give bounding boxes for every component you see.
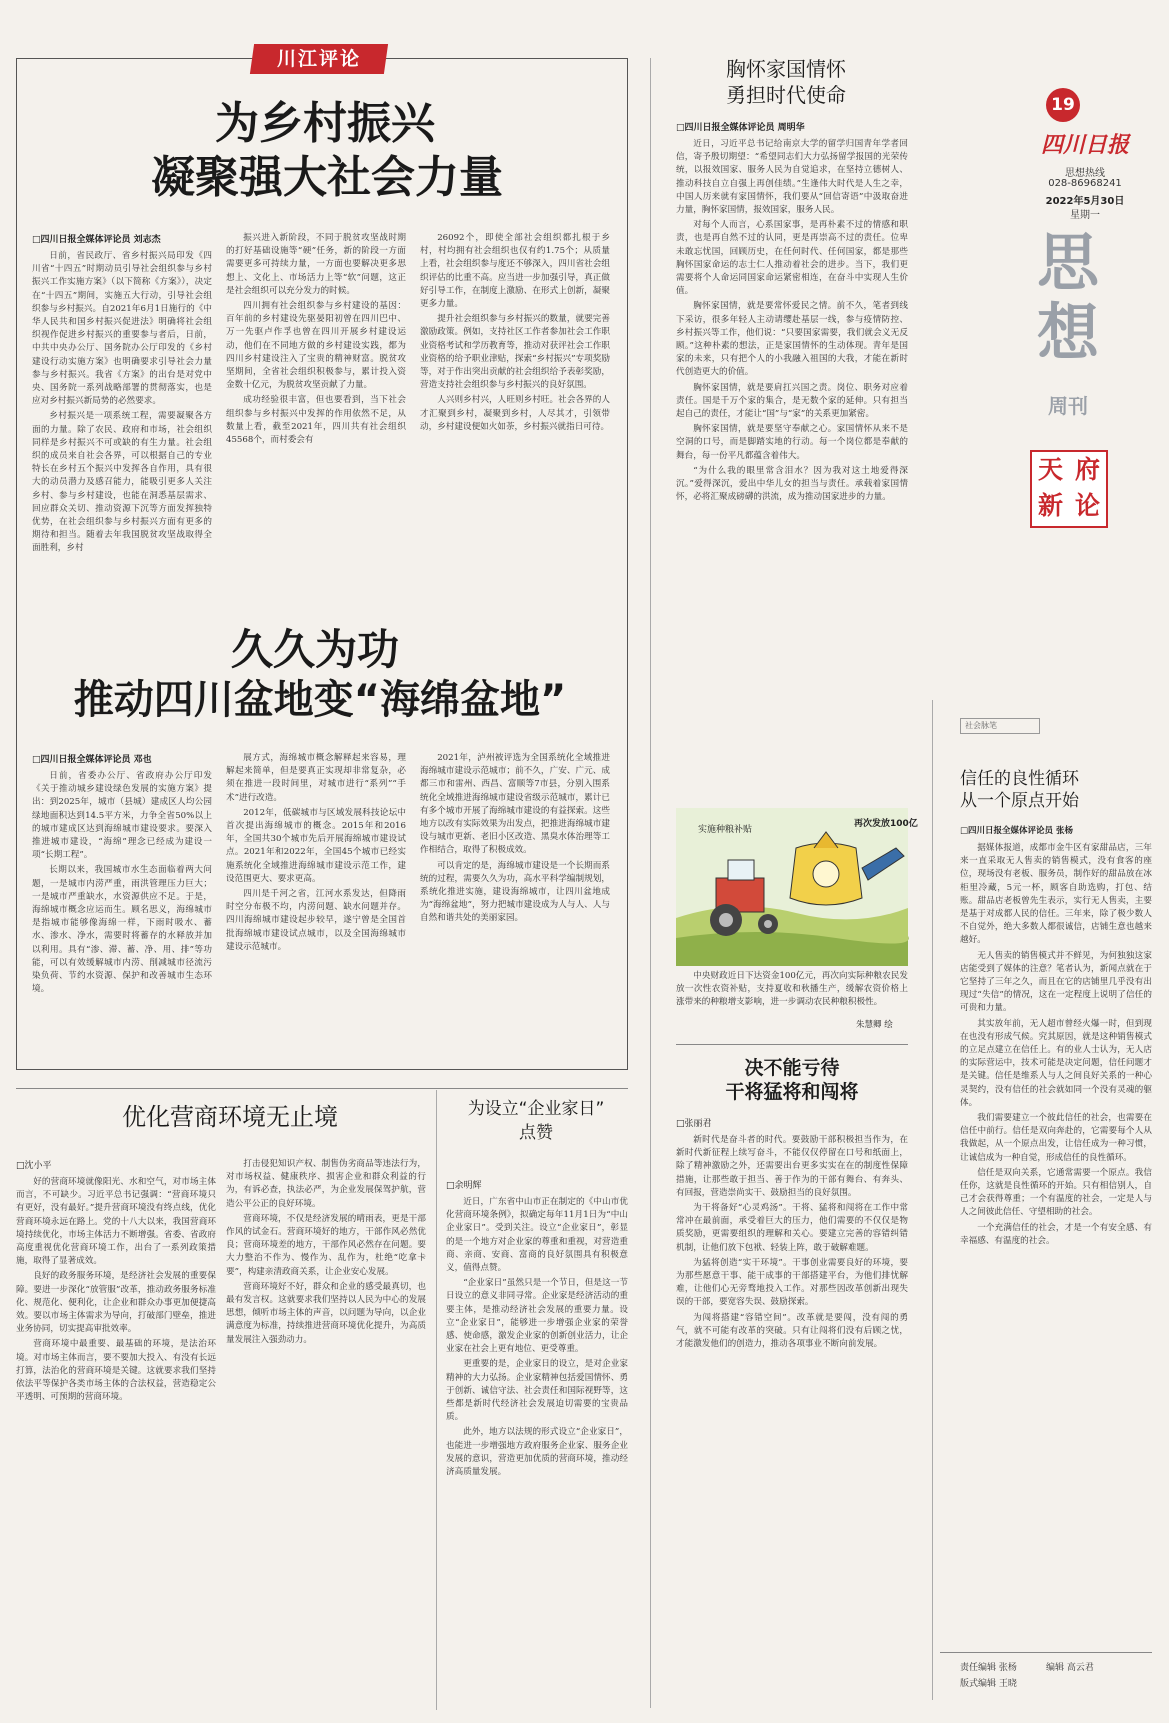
issue-date: 2022年5月30日 <box>1045 196 1125 207</box>
article1-column3: 26092个，即使全部社会组织都扎根于乡村，村均拥有社会组织也仅有约1.75个；从质量上看，社会组织参与度还不够深入，四川省社会组织评估的比重不高。应当进一步加强引导，真正做好引导工作，在制度上激励、在形式上创新，凝聚更多力量。 提升社会组织参与乡村振兴的数量，就要完善激励政策。例如，支持社区工作者参加社会工作职业资格考试和学历教育等，推动对获评社会工作职业资格的给予职业津贴，探索“乡村振兴”专项奖励等，对于作出突出贡献的社会组织给予表彰奖励，营造支持社会组织参与乡村振兴的良好氛围。 人兴则乡村兴，人旺则乡村旺。社会各界的人才汇聚到乡村，凝聚到乡村，人尽其才，引领带动，乡村建设便如火如荼，乡村振兴就指日可待。 <box>420 233 610 432</box>
article2-title-line2: 推动四川盆地变“海绵盆地” <box>73 677 567 723</box>
column-separator-3 <box>436 1090 437 1710</box>
editor-credit-2: 编辑 高云君 <box>1046 1663 1094 1673</box>
article4-title-line1: 信任的良性循环 <box>960 769 1079 789</box>
cartoon-author: 朱慧卿 绘 <box>856 1020 893 1030</box>
article5-column2: 打击侵犯知识产权、制售伪劣商品等违法行为，对市场权益、健康秩序、损害企业和群众利益的行为，有诉必查，执法必严，为企业发展保驾护航，营造公平公正的良好环境。 营商环境，不仅是经济发展的晴雨表，更是干部作风的试金石。营商环境好的地方，干部作风必然优良；营商环境差的地方，干部作风必然存在问题。要大力整治不作为、慢作为、乱作为，杜绝“吃拿卡要”，构建亲清政商关系，让企业安心发展。 营商环境好不好，群众和企业的感受最真切，也最有发言权。这就要求我们坚持以人民为中心的发展思想，倾听市场主体的声音，以问题为导向，以企业满意度为标准，持续推进营商环境优化提升，为高质量发展注入强劲动力。 <box>226 1159 426 1345</box>
page-number-badge: 19 <box>1046 88 1080 122</box>
article2-column2: 展方式，海绵城市概念解释起来容易，理解起来简单，但是要真正实现却非常复杂，必须在推进一段时间里，对城市进行“系列”“手术”进行改造。 2012年，低碳城市与区域发展科技论坛中首次提出海绵城市的概念。2015年和2016年，全国共30个城市先后开展海绵城市建设试点。2021年和2022年，全国45个城市已经实施系统化全域推进海绵城市建设示范工作，建设范围更大、要求更高。 四川是千河之省，江河水系发达，但降雨时空分布极不均，内涝问题、缺水问题并存。四川海绵城市建设起步较早，遂宁曾是全国首批海绵城市建设试点城市，以及全国海绵城市建设示范城市。 <box>226 753 406 952</box>
column-separator-1 <box>650 58 651 1708</box>
article7-title-line2: 干将猛将和闯将 <box>725 1081 859 1103</box>
hotline-number: 028-86968241 <box>1048 178 1122 189</box>
cartoon-caption: 中央财政近日下达资金100亿元，再次向实际种粮农民发放一次性农资补贴，支持夏收和秋播生产，缓解农资价格上涨带来的种粮增支影响，进一步调动农民种粮积极性。 <box>676 971 908 1008</box>
article1-title-line2: 凝聚强大社会力量 <box>151 152 503 203</box>
column-separator-2 <box>932 700 933 1700</box>
article3-byline: □四川日报全媒体评论员 周明华 <box>676 123 805 133</box>
section-title-char1: 思 <box>1036 226 1099 299</box>
article7-title-line1: 决不能亏待 <box>744 1057 840 1079</box>
paper-name: 四川日报 <box>1040 132 1129 158</box>
article2-column1: 日前，省委办公厅、省政府办公厅印发《关于推动城乡建设绿色发展的实施方案》提出：到2025年，城市（县城）建成区人均公园绿地面积达到14.5平方米，力争全省50%以上的城市建成区达到海绵城市建设要求。要深入推进城市建设，“海绵”理念已经成为建设一项“长期工程”。 长期以来，我国城市水生态面临着两大问题，一是城市内涝严重，雨洪管理压力巨大；一是城市严重缺水，水资源供应不足。于是，海绵城市概念应运而生。顾名思义，海绵城市是指城市能够像海绵一样，下雨时吸水、蓄水、渗水、净水，需要时将蓄存的水释放并加以利用。具有“渗、滞、蓄、净、用、排”等功能，可以有效缓解城市内涝、削减城市径流污染负荷、节约水资源、保护和改善城市生态环境。 <box>32 771 212 995</box>
article4-column-tag: 社会脉笔 <box>960 718 1040 734</box>
tianfu-xinlun-stamp: 天 府 新 论 <box>1030 450 1108 528</box>
article6-body: 近日，广东省中山市正在制定的《中山市优化营商环境条例》，拟确定每年11月1日为“中山企业家日”。受到关注。设立“企业家日”，彰显的是一个地方对企业家的尊重和重视，对营造重商、亲商、安商、富商的良好氛围具有积极意义，值得点赞。 “企业家日”虽然只是一个节日，但是这一节日设立的意义非同寻常。企业家是经济活动的重要主体，是推动经济社会发展的重要力量。设立“企业家日”，能够进一步增强企业家的荣誉感、使命感，激发企业家的创新创业活力，让企业家在社会上更有地位、更受尊重。 更重要的是，企业家日的设立，是对企业家精神的大力弘扬。企业家精神包括爱国情怀、勇于创新、诚信守法、社会责任和国际视野等，这些都是新时代经济社会发展迫切需要的宝贵品质。 此外，地方以法规的形式设立“企业家日”，也能进一步增强地方政府服务企业家、服务企业发展的意识，营造更加优质的营商环境，推动经济高质量发展。 <box>446 1197 628 1478</box>
article4-byline: □四川日报全媒体评论员 张杨 <box>960 826 1073 836</box>
article5-title: 优化营商环境无止境 <box>122 1103 338 1131</box>
article6-title-line1: 为设立“企业家日” <box>467 1099 605 1119</box>
article1-column1: 日前，省民政厅、省乡村振兴局印发《四川省“十四五”时期动员引导社会组织参与乡村振兴工作实施方案》（以下简称《方案》），决定在“十四五”期间，实施五大行动，引导社会组织参与乡村振兴。自2021年6月1日施行的《中华人民共和国乡村振兴促进法》明确将社会组织视作促进乡村振兴的重要参与者后，日前，中共中央办公厅、国务院办公厅印发的《乡村建设行动实施方案》也明确要求引导社会力量参与乡村振兴。我省《方案》的出台是对党中央、国务院一系列战略部署的贯彻落实，也是应对乡村振兴新局势的必然要求。 乡村振兴是一项系统工程，需要凝聚各方面的力量。除了农民、政府和市场，社会组织同样是乡村振兴不可或缺的有生力量。社会组织的成员来自社会各界，可以根据自己的专业特长在乡村五个振兴中发挥各自作用，具有很大的动员潜力及感召能力，能吸引更多人关注乡村、参与乡村建设，也能在洞悉基层需求、回应群众关切、推动资源下沉等方面发挥独特优势，在社会组织参与乡村振兴方面有更多的期待和担当。随着去年我国脱贫攻坚战取得全面胜利，乡村 <box>32 251 212 554</box>
article6-byline: □余明辉 <box>446 1181 482 1191</box>
article7-body: 新时代是奋斗者的时代。要鼓励干部积极担当作为，在新时代新征程上续写奋斗，不能仅仅停留在口号和纸面上，除了精神激励之外，还需要出台更多实实在在的制度性保障措施，让那些敢于担当、善于作为的干部有舞台、有奔头、有回报，营造崇尚实干、鼓励担当的良好氛围。 为干将备好“心灵鸡汤”。干将、猛将和闯将在工作中常常冲在最前面，承受着巨大的压力，他们需要的不仅仅是物质奖励，更需要组织的理解和关心。要建立完善的容错纠错机制，让他们放下包袱、轻装上阵，敢于破解难题。 为猛将创造“实干环境”。干事创业需要良好的环境，要为那些愿意干事、能干成事的干部搭建平台，为他们排忧解难，让他们心无旁骛地投入工作。对那些因改革创新出现失误的干部，要宽容失误、鼓励探索。 为闯将搭建“容错空间”。改革就是要闯，没有闯的勇气，就不可能有改革的突破。只有让闯将们没有后顾之忧，才能激发他们的创造力，推动各项事业不断向前发展。 <box>676 1135 908 1350</box>
article1-byline: □四川日报全媒体评论员 刘志杰 <box>32 235 161 245</box>
article3-title-line1: 胸怀家国情怀 <box>726 57 846 81</box>
article3-title-line2: 勇担时代使命 <box>726 83 846 107</box>
section-subtitle: 周刊 <box>1048 394 1088 418</box>
article4-body: 据媒体报道，成都市金牛区有家甜品店，三年来一直采取无人售卖的销售模式，没有食客的座位，现场没有老板、服务员，制作好的甜品放在冰柜里冷藏，5元一杯，顾客自助选购，打包、结账。甜品店老板曾先生表示，实行无人售卖，主要是基于对成都人民的信任。三年来，除了极少数人不自觉外，绝大多数人都很诚信，店铺生意也越来越好。 无人售卖的销售模式并不鲜见，为何独独这家店能受到了媒体的注意？笔者认为，新闻点就在于它坚持了三年之久，而且在它的店铺里几乎没有出现过“失信”的情况，这在一定程度上说明了信任的可贵和力量。 其实放年前，无人超市曾经火爆一时，但到现在也没有形成气候。究其原因，就是这种销售模式的立足点建立在信任上。有的业人士认为，无人店的实际营运中，技术可能是决定问题，信任问题才是关键。信任是维系人与人之间良好关系的一种心灵契约，没有信任的社会就如同一个没有灵魂的躯体。 我们需要建立一个彼此信任的社会，也需要在信任中前行。信任是双向奔赴的，它需要每个人从我做起，从一个原点出发，让信任成为一种习惯，让诚信成为一种自觉，形成信任的良性循环。 信任是双向关系，它通常需要一个原点。我信任你，这就是良性循环的开始。只有相信别人，自己才会获得尊重；一个有温度的社会，一定是人与人之间彼此信任、守望相助的社会。 一个充满信任的社会，才是一个有安全感、有幸福感、有温度的社会。 <box>960 843 1152 1246</box>
row-separator <box>16 1088 628 1089</box>
cartoon-label-subsidy: 实施种粮补贴 <box>698 825 753 835</box>
editor-credit-1: 责任编辑 张杨 <box>960 1663 1017 1673</box>
footer-divider <box>940 1652 1152 1653</box>
article6-title-line2: 点赞 <box>519 1123 553 1143</box>
editorial-cartoon <box>676 808 918 966</box>
issue-weekday: 星期一 <box>1070 210 1100 221</box>
column-badge: 川江评论 <box>250 44 388 74</box>
article2-column3: 2021年，泸州被评选为全国系统化全域推进海绵城市建设示范城市；前不久，广安、广元、成都三市和雷州、西昌、富顺等7市县，分别入围系统化全域推进海绵城市建设省级示范城市，累计已有多个城市开展了海绵城市建设的有益探索。这些地方以改有实际效果为出发点，把推进海绵城市建设与城市更新、老旧小区改造、黑臭水体治理等工作相结合，取得了积极成效。 可以肯定的是，海绵城市建设是一个长期而系统的过程，需要久久为功，高水平科学编制规划，系统化推进实施，建设海绵城市，让四川盆地成为“海绵盆地”，努力把城市建设成为人与人、人与自然和谐共处的美丽家园。 <box>420 753 610 924</box>
article1-title-line1: 为乡村振兴 <box>215 98 435 149</box>
article5-column1: 好的营商环境就像阳光、水和空气，对市场主体而言，不可缺少。习近平总书记强调：“营商环境只有更好，没有最好。”提升营商环境没有终点线，优化营商环境永远在路上。党的十八大以来，我国营商环境持续优化，市场主体活力不断增强。省委、省政府高度重视优化营商环境工作，出台了一系列政策措施，取得了显著成效。 良好的政务服务环境，是经济社会发展的重要保障。要进一步深化“放管服”改革，推动政务服务标准化、规范化、便利化，让企业和群众办事更加便捷高效。要以市场主体需求为导向，打破部门壁垒，推进业务协同，切实提高审批效率。 营商环境中最重要、最基础的环境，是法治环境。对市场主体而言，要不要加大投入、有没有长远打算，法治化的营商环境是关键。这就要求我们坚持依法平等保护各类市场主体的合法权益，营造稳定公平透明、可预期的营商环境。 <box>16 1177 216 1403</box>
article2-title-line1: 久久为功 <box>230 625 399 674</box>
hotline-label: 思想热线 <box>1065 168 1105 179</box>
article7-byline: □张丽君 <box>676 1119 712 1129</box>
cartoon-divider <box>676 1044 908 1045</box>
article3-body: 近日，习近平总书记给南京大学的留学归国青年学者回信，寄予殷切期望：“希望同志们大力弘扬留学报国的光荣传统，以报效国家、服务人民为自觉追求，在坚持立德树人、推动科技自立自强上再创佳绩。”生逢伟大时代是人生之幸，中国人历来就有家国情怀，我们要从“回信寄语”中汲取奋进力量，胸怀家国情，报效国家，服务人民。 对每个人而言，心系国家事，是再朴素不过的情感和职责，也是再自然不过的认同，更是再崇高不过的责任。位卑未敢忘忧国，回顾历史，在任何时代、任何国家，都是那些胸怀国家命运的志士仁人推动着社会的进步。当下，我们更需要将个人命运同国家命运紧密相连，在奋斗中实现人生价值。 胸怀家国情，就是要常怀爱民之情。前不久，笔者到线下采访，很多年轻人主动请缨赴基层一线，参与疫情防控、乡村振兴等工作，他们说：“只要国家需要，我们就会义无反顾。”这种朴素的想法，正是家国情怀的生动体现。青年是国家的未来，只有把个人的小我融入祖国的大我，才能在新时代创造更大的价值。 胸怀家国情，就是要肩扛兴国之责。岗位、职务对应着责任。国是千万个家的集合，是无数个家的延伸。只有担当起自己的责任，才能让“国”与“家”的关系更加紧密。 胸怀家国情，就是要坚守奉献之心。家国情怀从来不是空洞的口号，而是脚踏实地的行动。每一个岗位都是奉献的舞台，每一份平凡都蕴含着伟大。 “为什么我的眼里常含泪水？因为我对这土地爱得深沉。”爱得深沉，爱出中华儿女的担当与责任。承载着家国情怀，必将汇聚成磅礴的洪流，成为推动国家进步的力量。 <box>676 139 908 503</box>
article1-column2: 振兴进入新阶段，不同于脱贫攻坚战时期的打好基础设施等“硬”任务，新的阶段一方面需要更多可持续力量，一方面也要解决更多思想上、文化上、市场活力上等“软”问题，这正是社会组织可以充分发力的时候。 四川拥有社会组织参与乡村建设的基因：百年前的乡村建设先驱晏阳初曾在四川巴中、万一先驱卢作孚也曾在四川开展乡村建设运动，他们在不同地方做的乡村建设实践，都为四川乡村建设注入了宝贵的精神财富。脱贫攻坚期间，全省社会组织积极参与，累计投入资金数十亿元，为脱贫攻坚贡献了力量。 成功经验很丰富，但也要看到，当下社会组织参与乡村振兴中发挥的作用依然不足，从数量上看，截至2021年，四川共有社会组织45568个，而村委会有 <box>226 233 406 446</box>
article4-title-line2: 从一个原点开始 <box>960 791 1079 811</box>
editor-credit-3: 版式编辑 王晓 <box>960 1679 1017 1689</box>
article5-byline: □沈小平 <box>16 1161 52 1171</box>
article2-byline: □四川日报全媒体评论员 邓也 <box>32 755 152 765</box>
section-title-char2: 想 <box>1036 296 1099 369</box>
cartoon-label-amount: 再次发放100亿 <box>854 819 918 829</box>
